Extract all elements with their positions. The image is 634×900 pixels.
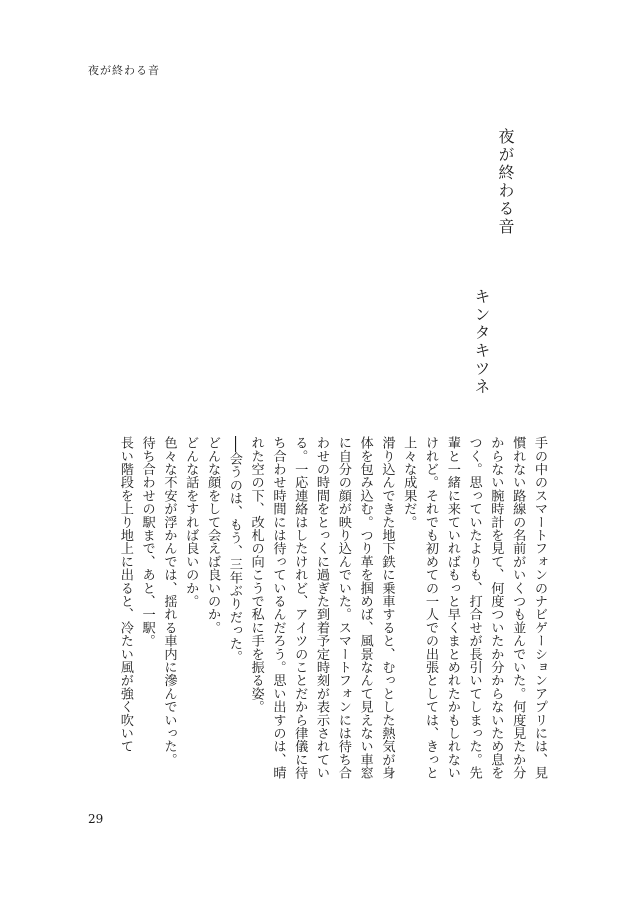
paragraph: 待ち合わせの駅まで、あと、一駅。 [139, 436, 155, 648]
body-text [80, 436, 550, 780]
author-name: キンタキツネ [472, 288, 491, 396]
paragraph: 長い階段を上り地上に出ると、冷たい風が強く吹いて [117, 436, 133, 753]
paragraph: どんな話をすれば良いのか。 [183, 436, 199, 608]
paragraph: どんな顔をして会えば良いのか。 [205, 436, 221, 634]
paragraph: 手の中のスマートフォンのナビゲーションアプリには、見慣れない路線の名前がいくつも並んでいた。何度見たか分からない腕時計を見て、何度ついたか分からないため息をつく。思っていたよりも、打合せが長引いてしまった。先輩と一緒に来ていればもっと早くまとめれたかもしれないけれど。それでも初めての一人での出張としては、きっと上々な成果だ。 [401, 436, 547, 780]
running-head: 夜が終わる音 [88, 64, 160, 77]
paragraph: ──会うのは、もう、三年ぶりだった。 [226, 436, 242, 664]
paragraph: 滑り込んできた地下鉄に乗車すると、むっとした熱気が身体を包み込む。つり革を掴めば、風景なんて見えない車窓に自分の顔が映り込んでいた。スマートフォンには待ち合わせの時間をとっくに過ぎた到着予定時刻が表示されている。一応連絡はしたけれど、アイツのことだから律儀に待ち合わせ時間には待っているんだろう。思い出すのは、晴れた空の下、改札の向こうで私に手を振る姿。 [248, 436, 395, 780]
story-title: 夜が終わる音 [496, 128, 515, 236]
paragraph: 色々な不安が浮かんでは、揺れる車内に滲んでいった。 [161, 436, 177, 766]
page-number: 29 [88, 812, 104, 826]
